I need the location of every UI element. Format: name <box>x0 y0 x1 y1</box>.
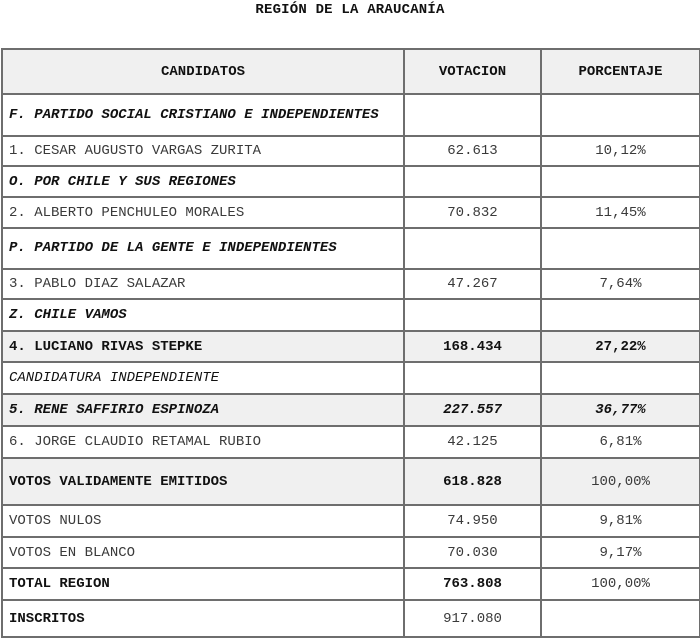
votes-cell: 917.080 <box>404 600 541 637</box>
pct-cell: 36,77% <box>541 394 700 426</box>
header-votacion: VOTACION <box>404 49 541 94</box>
summary-label: VOTOS VALIDAMENTE EMITIDOS <box>2 458 404 505</box>
party-row <box>2 228 700 269</box>
candidate-label: 1. CESAR AUGUSTO VARGAS ZURITA <box>2 136 404 166</box>
pct-cell: 27,22% <box>541 331 700 362</box>
votes-cell <box>404 299 541 331</box>
candidate-label: 5. RENE SAFFIRIO ESPINOZA <box>2 394 404 426</box>
votes-cell: 42.125 <box>404 426 541 458</box>
pct-cell <box>541 228 700 269</box>
summary-row-null <box>2 505 700 537</box>
summary-row-total <box>2 568 700 600</box>
votes-cell: 763.808 <box>404 568 541 600</box>
summary-label: VOTOS NULOS <box>2 505 404 537</box>
votes-cell: 168.434 <box>404 331 541 362</box>
results-table <box>1 48 700 638</box>
candidate-row <box>2 269 700 299</box>
pct-cell: 100,00% <box>541 568 700 600</box>
votes-cell: 47.267 <box>404 269 541 299</box>
party-label: O. POR CHILE Y SUS REGIONES <box>2 166 404 197</box>
votes-cell: 74.950 <box>404 505 541 537</box>
pct-cell: 9,17% <box>541 537 700 568</box>
votes-cell: 70.030 <box>404 537 541 568</box>
pct-cell: 11,45% <box>541 197 700 228</box>
pct-cell: 100,00% <box>541 458 700 505</box>
party-label: CANDIDATURA INDEPENDIENTE <box>2 362 404 394</box>
candidate-row-elected <box>2 394 700 426</box>
pct-cell <box>541 362 700 394</box>
votes-cell <box>404 94 541 136</box>
candidate-label: 6. JORGE CLAUDIO RETAMAL RUBIO <box>2 426 404 458</box>
header-porcentaje: PORCENTAJE <box>541 49 700 94</box>
summary-row-registered <box>2 600 700 637</box>
table-header-row <box>2 49 700 94</box>
summary-label: INSCRITOS <box>2 600 404 637</box>
votes-cell <box>404 228 541 269</box>
pct-cell <box>541 600 700 637</box>
summary-row-valid <box>2 458 700 505</box>
party-label: P. PARTIDO DE LA GENTE E INDEPENDIENTES <box>2 228 404 269</box>
candidate-row <box>2 136 700 166</box>
pct-cell: 9,81% <box>541 505 700 537</box>
pct-cell <box>541 299 700 331</box>
party-label: F. PARTIDO SOCIAL CRISTIANO E INDEPENDIENTES <box>2 94 404 136</box>
summary-label: VOTOS EN BLANCO <box>2 537 404 568</box>
summary-label: TOTAL REGION <box>2 568 404 600</box>
page-title: REGIÓN DE LA ARAUCANÍA <box>255 2 445 18</box>
party-row <box>2 362 700 394</box>
pct-cell: 7,64% <box>541 269 700 299</box>
party-row <box>2 94 700 136</box>
pct-cell: 6,81% <box>541 426 700 458</box>
pct-cell <box>541 166 700 197</box>
party-row <box>2 299 700 331</box>
pct-cell: 10,12% <box>541 136 700 166</box>
pct-cell <box>541 94 700 136</box>
votes-cell <box>404 166 541 197</box>
candidate-row <box>2 197 700 228</box>
party-label: Z. CHILE VAMOS <box>2 299 404 331</box>
candidate-label: 4. LUCIANO RIVAS STEPKE <box>2 331 404 362</box>
summary-row-blank <box>2 537 700 568</box>
votes-cell: 618.828 <box>404 458 541 505</box>
votes-cell <box>404 362 541 394</box>
party-row <box>2 166 700 197</box>
candidate-row <box>2 426 700 458</box>
votes-cell: 70.832 <box>404 197 541 228</box>
votes-cell: 62.613 <box>404 136 541 166</box>
candidate-label: 2. ALBERTO PENCHULEO MORALES <box>2 197 404 228</box>
header-candidatos: CANDIDATOS <box>2 49 404 94</box>
votes-cell: 227.557 <box>404 394 541 426</box>
candidate-row-elected <box>2 331 700 362</box>
candidate-label: 3. PABLO DIAZ SALAZAR <box>2 269 404 299</box>
